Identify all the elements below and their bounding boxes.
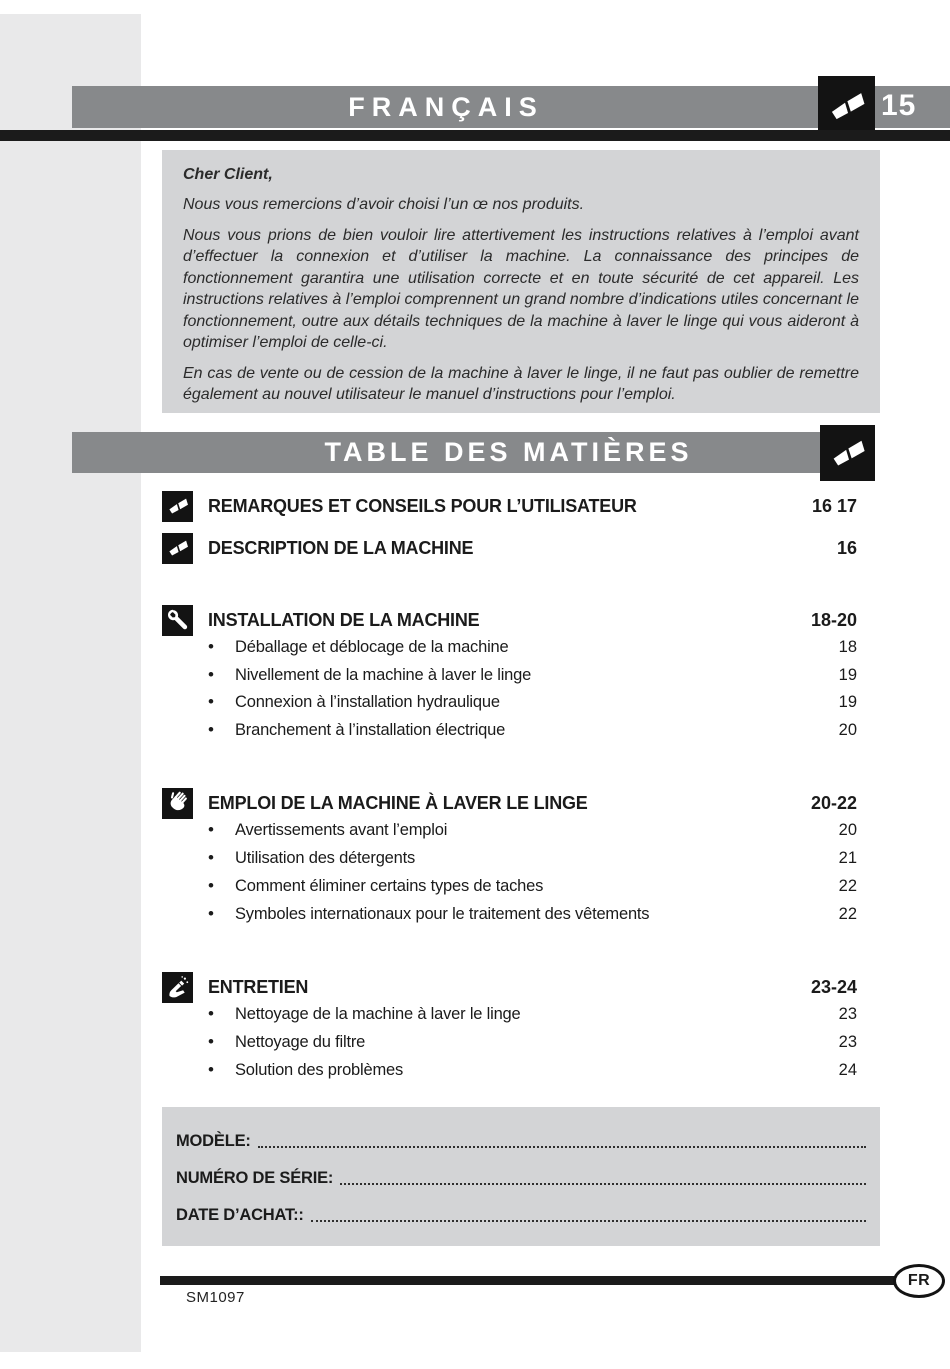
toc-item-page: 22	[838, 876, 857, 895]
language-title: FRANÇAIS	[348, 92, 544, 122]
toc-section-pages: 18-20	[810, 609, 857, 630]
toc-header-bar	[72, 432, 875, 473]
book-icon	[162, 491, 193, 522]
intro-paragraph: En cas de vente ou de cession de la machine à laver le linge, il ne faut pas oublier de remettre également au nouvel utilisateur le manuel d’instructions pour l’emploi.	[183, 364, 859, 403]
record-label: DATE D’ACHAT::	[176, 1206, 304, 1224]
toc-item-label: Avertissements avant l’emploi	[235, 820, 448, 839]
toc-item	[162, 844, 857, 872]
bullet-marker	[208, 904, 235, 924]
toc-section-description	[162, 531, 857, 565]
book-icon	[828, 433, 868, 473]
toc-item-page: 22	[838, 904, 857, 923]
wrench-icon	[162, 605, 193, 636]
toc-item-page: 23	[838, 1032, 857, 1051]
toc-section-pages: 20-22	[810, 792, 857, 813]
toc-item	[162, 716, 857, 744]
toc-item	[162, 1056, 857, 1084]
bullet-marker	[208, 692, 235, 712]
toc-item	[162, 872, 857, 900]
toc-item-label: Nettoyage du filtre	[235, 1032, 366, 1051]
bullet-marker	[208, 820, 235, 840]
book-icon	[162, 533, 193, 564]
book-icon	[818, 76, 875, 136]
toc-item	[162, 1000, 857, 1028]
toc-item-label: Utilisation des détergents	[235, 848, 416, 867]
toc-item-page: 23	[838, 1004, 857, 1023]
cleaning-hand-icon	[162, 972, 193, 1003]
toc-item	[162, 661, 857, 689]
salutation: Cher Client,	[183, 166, 273, 183]
toc-item-page: 20	[838, 720, 857, 739]
toc-item-label: Symboles internationaux pour le traitement des vêtements	[235, 904, 650, 923]
bullet-marker	[208, 1060, 235, 1080]
toc-section-pages: 23-24	[810, 976, 857, 997]
footer-rule	[160, 1276, 932, 1285]
intro-paragraph: Nous vous prions de bien vouloir lire attertivement les instructions relatives à l’emploi avant d’effectuer la connexion et d’utiliser la machine. La connaissance des principes de fonctionnement garantira une utilisation correcte et en toute sécurité de cet appareil. Les instructions relatives à l’emploi comprennent un grand nombre d’indications utiles concernant le fonctionnement, outre aux détails techniques de la machine à laver le linge qui vous aideront à optimiser l’emploi de celle-ci.	[183, 226, 859, 352]
toc-item-page: 18	[838, 637, 857, 656]
toc-item-label: Déballage et déblocage de la machine	[235, 637, 509, 656]
bullet-marker	[208, 1032, 235, 1052]
country-badge: FR	[893, 1264, 945, 1298]
document-code: SM1097	[186, 1289, 245, 1306]
toc-title: TABLE DES MATIÈRES	[324, 437, 693, 467]
intro-paragraph: Nous vous remercions d’avoir choisi l’un œ nos produits.	[183, 196, 585, 214]
toc-item	[162, 1028, 857, 1056]
toc-section-label: REMARQUES ET CONSEILS POUR L’UTILISATEUR	[208, 495, 637, 516]
page-number: 15	[881, 89, 917, 122]
record-field-serial	[176, 1166, 866, 1188]
toc-item-label: Comment éliminer certains types de taches	[235, 876, 544, 895]
bullet-marker	[208, 637, 235, 657]
toc-section-label: ENTRETIEN	[208, 976, 309, 997]
record-field-purchase-date	[176, 1203, 866, 1225]
record-field-model	[176, 1129, 866, 1151]
toc-item	[162, 688, 857, 716]
toc-section-installation	[162, 603, 857, 637]
toc-item	[162, 816, 857, 844]
book-icon	[826, 85, 868, 127]
toc-item-page: 20	[838, 820, 857, 839]
toc-section-entretien	[162, 970, 857, 1004]
toc-section-pages: 16	[836, 537, 857, 558]
toc-item-page: 24	[838, 1060, 857, 1079]
toc-item-label: Branchement à l’installation électrique	[235, 720, 506, 739]
toc-section-label: EMPLOI DE LA MACHINE À LAVER LE LINGE	[208, 792, 588, 813]
bullet-marker	[208, 665, 235, 685]
toc-item-label: Connexion à l’installation hydraulique	[235, 692, 500, 711]
hand-icon	[162, 788, 193, 819]
record-label: NUMÉRO DE SÉRIE:	[176, 1169, 334, 1187]
toc-item-page: 21	[838, 848, 857, 867]
record-panel	[162, 1107, 880, 1246]
toc-item-label: Nivellement de la machine à laver le linge	[235, 665, 532, 684]
toc-section-label: INSTALLATION DE LA MACHINE	[208, 609, 480, 630]
bullet-marker	[208, 848, 235, 868]
toc-section-remarques	[162, 489, 857, 523]
intro-panel	[162, 150, 880, 413]
toc-item-label: Solution des problèmes	[235, 1060, 404, 1079]
book-icon	[820, 425, 875, 481]
toc-section-pages: 16 17	[811, 495, 857, 516]
toc-item	[162, 900, 857, 928]
dotted-fill-line	[258, 1146, 866, 1148]
header-rule	[0, 130, 950, 141]
scan-left-margin	[0, 14, 141, 1352]
toc-section-emploi	[162, 786, 857, 820]
toc-item-page: 19	[838, 665, 857, 684]
bullet-marker	[208, 720, 235, 740]
bullet-marker	[208, 876, 235, 896]
toc-item-label: Nettoyage de la machine à laver le linge	[235, 1004, 521, 1023]
toc-item-page: 19	[838, 692, 857, 711]
bullet-marker	[208, 1004, 235, 1024]
dotted-fill-line	[340, 1183, 866, 1185]
record-label: MODÈLE:	[176, 1132, 251, 1150]
toc-section-label: DESCRIPTION DE LA MACHINE	[208, 537, 474, 558]
toc-item	[162, 633, 857, 661]
dotted-fill-line	[311, 1220, 866, 1222]
